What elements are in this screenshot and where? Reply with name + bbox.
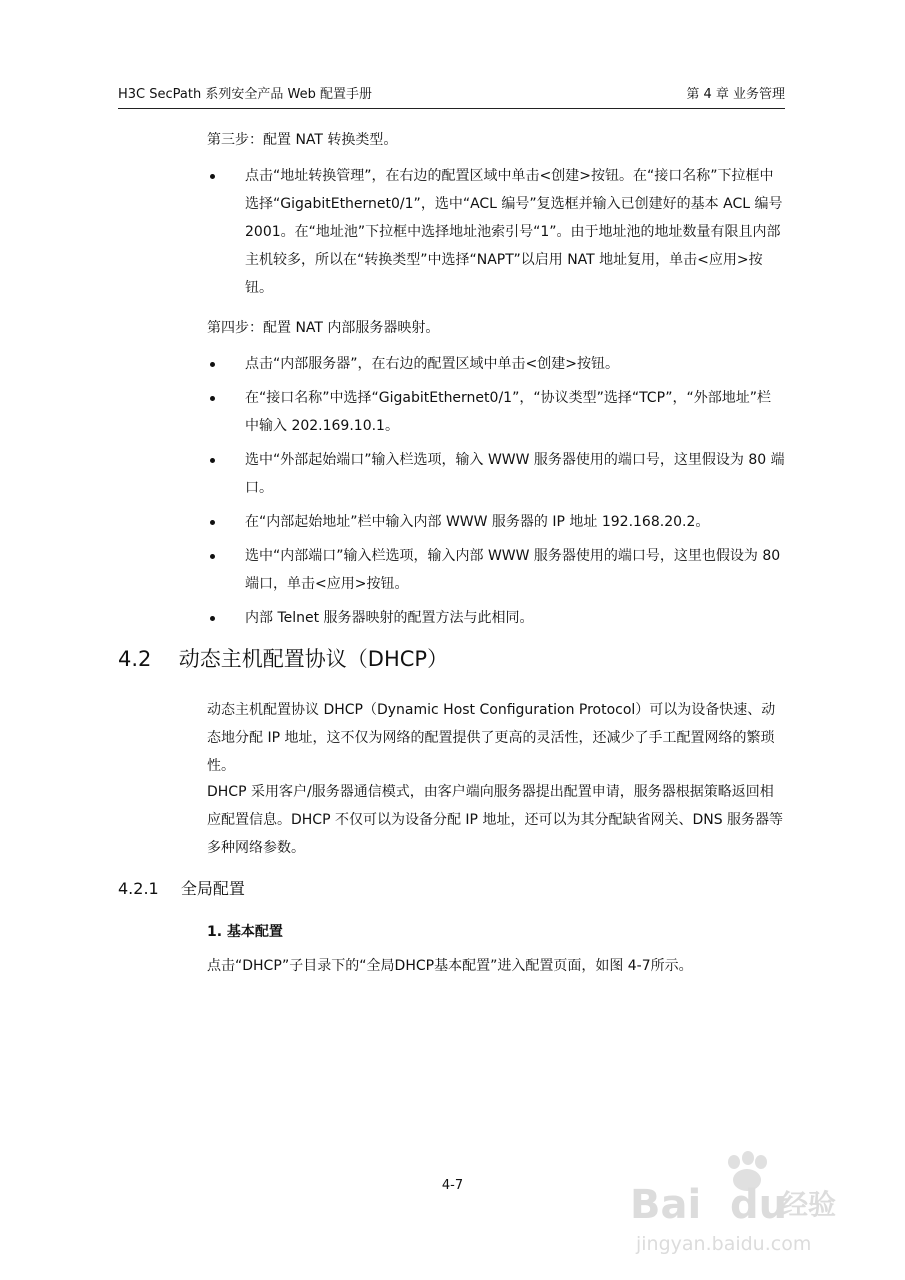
svg-text:经验: 经验	[780, 1188, 837, 1221]
list-item	[207, 162, 785, 302]
section-paragraph: 动态主机配置协议 DHCP（Dynamic Host Configuration Protocol）可以为设备快速、动态地分配 IP 地址，这不仅为网络的配置提供了更高的灵活性，还减少了手工配置网络的繁琐性。	[207, 702, 776, 774]
step4-bullet-list	[207, 350, 785, 632]
list-item	[207, 604, 785, 632]
bullet-icon	[210, 362, 215, 367]
header-chapter: 第 4 章 业务管理	[686, 87, 785, 102]
page-header	[118, 84, 785, 109]
list-item	[207, 446, 785, 502]
page-number: 4-7	[441, 1178, 464, 1193]
subsubsection-heading: 1. 基本配置	[207, 924, 283, 940]
bullet-icon	[210, 520, 215, 525]
list-item	[207, 384, 785, 440]
list-item	[207, 542, 785, 598]
bullet-icon	[210, 554, 215, 559]
section-title: 动态主机配置协议（DHCP）	[178, 647, 449, 671]
subsection-number: 4.2.1	[118, 879, 159, 898]
list-item-text: 选中“外部起始端口”输入栏选项，输入 WWW 服务器使用的端口号，这里假设为 80 端口。	[245, 452, 785, 496]
section-paragraph: DHCP 采用客户/服务器通信模式，由客户端向服务器提出配置申请，服务器根据策略返回相应配置信息。DHCP 不仅可以为设备分配 IP 地址，还可以为其分配缺省网关、DNS 服务器等多种网络参数。	[207, 784, 784, 856]
baidu-watermark-logo	[630, 1150, 850, 1260]
section-number: 4.2	[118, 647, 152, 671]
list-item	[207, 508, 785, 536]
list-item-text: 点击“内部服务器”，在右边的配置区域中单击<创建>按钮。	[245, 356, 619, 372]
subsubsection-paragraph: 点击“DHCP”子目录下的“全局DHCP基本配置”进入配置页面，如图 4-7所示。	[207, 958, 693, 974]
watermark-url: jingyan.baidu.com	[636, 1233, 812, 1255]
svg-text:du: du	[730, 1182, 788, 1228]
subsection-title: 全局配置	[180, 879, 245, 898]
bullet-icon	[210, 174, 215, 179]
list-item-text: 点击“地址转换管理”，在右边的配置区域中单击<创建>按钮。在“接口名称”下拉框中选择“GigabitEthernet0/1”，选中“ACL 编号”复选框并输入已创建好的基本 ACL 编号 2001。在“地址池”下拉框中选择地址池索引号“1”。由于地址池的地址数量有限且内部主机较多，所以在“转换类型”中选择“NAPT”以启用 NAT 地址复用，单击<应用>按钮。	[245, 168, 783, 296]
list-item	[207, 350, 785, 378]
bullet-icon	[210, 396, 215, 401]
svg-text:Bai: Bai	[630, 1182, 702, 1228]
header-title: H3C SecPath 系列安全产品 Web 配置手册	[118, 87, 372, 102]
bullet-icon	[210, 616, 215, 621]
step4-title: 第四步：配置 NAT 内部服务器映射。	[207, 320, 440, 336]
bullet-icon	[210, 458, 215, 463]
list-item-text: 在“接口名称”中选择“GigabitEthernet0/1”，“协议类型”选择“TCP”，“外部地址”栏中输入 202.169.10.1。	[245, 390, 772, 434]
step3-title: 第三步：配置 NAT 转换类型。	[207, 132, 398, 148]
list-item-text: 内部 Telnet 服务器映射的配置方法与此相同。	[245, 610, 534, 626]
subsection-heading	[118, 876, 245, 902]
step3-bullet-list	[207, 162, 785, 302]
section-heading	[118, 644, 448, 674]
list-item-text: 选中“内部端口”输入栏选项，输入内部 WWW 服务器使用的端口号，这里也假设为 80 端口，单击<应用>按钮。	[245, 548, 781, 592]
list-item-text: 在“内部起始地址”栏中输入内部 WWW 服务器的 IP 地址 192.168.20.2。	[245, 514, 710, 530]
